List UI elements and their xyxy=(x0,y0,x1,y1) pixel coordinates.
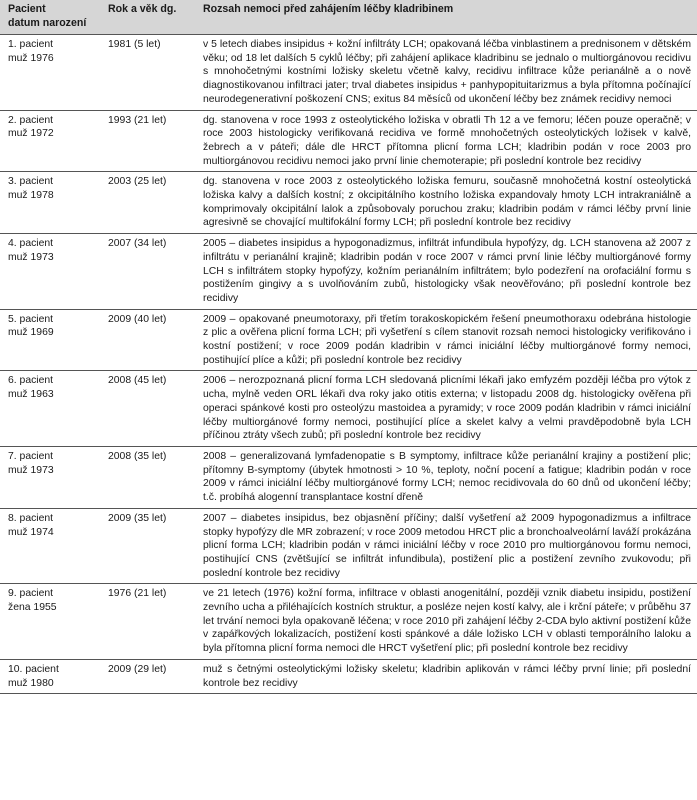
year-age-cell: 2009 (40 let) xyxy=(108,313,167,325)
description-cell: 2008 – generalizovaná lymfadenopatie s B symptomy, infiltrace kůže perianální krajiny a postižení plic; přítomny B-symptomy (úbytek hmotnosti > 10 %, teploty, noční pocení a fatigue; kladribin podán v roce 2009 v rámci iniciální léčby multiorgánové formy LCH; nemoc recidivovala do 60 dnů od ukončení léčby; t.č. probíhá alogenní transplantace kostní dřeně xyxy=(203,450,691,504)
patient-label: 8. pacient xyxy=(8,512,54,524)
patient-label: 1. pacient xyxy=(8,39,54,50)
description-cell: 2006 – nerozpoznaná plicní forma LCH sledovaná plicními lékaři jako emfyzém později léčba pro výtok z ucha, mylně veden ORL lékaři dva roky jako otitis externa; v listopadu 2008 dg. histologicky ověřena při operaci spánkové kosti pro osteolýzu mastoidea a pyramidy; v roce 2009 podán kladribin v rámci iniciální léčby multiorgánové formy nemoci, postihující plíce a skelet kalvy a velmi pravděpodobně byla LCH příčinou ztráty všech zubů; při poslední kontrole bez recidivy xyxy=(203,375,691,442)
patient-cell xyxy=(0,371,100,447)
patient-cell xyxy=(0,35,100,111)
header-patient-line1: Pacient xyxy=(8,3,46,15)
table-row xyxy=(0,659,697,693)
description-cell: 2007 – diabetes insipidus, bez objasnění příčiny; další vyšetření až 2009 hypogonadizmus a infiltrace stopky hypofýzy dle MR zobrazení; v roce 2009 metodou HRCT plic a bronchoalveolární laváží prokázána plicní forma LCH; kladribin podán v rámci iniciální léčby v roce 2010 pro multiorgánovou formu nemoci, postihující CNS (zvětšující se infiltrát infundibula), postižení plic a postižení zevního zvukovodu; při poslední kontrole bez recidivy xyxy=(203,512,691,579)
header-patient xyxy=(0,0,100,35)
description-cell: muž s četnými osteolytickými ložisky skeletu; kladribin aplikován v rámci léčby první linie; při poslední kontrole bez recidivy xyxy=(203,663,691,689)
patient-label: 3. pacient xyxy=(8,176,54,188)
description-cell: 2009 – opakované pneumotoraxy, při třetím torakoskopickém řešení pneumothoraxu odebrána histologie z plic a ověřena plicní forma LCH; při vyšetření s cílem stanovit rozsah nemoci histologicky verifikováno i kostní postižení; v roce 2009 podán kladribin v rámci iniciální léčby multiorgánové formy nemoci, postihující plíce a kůži; při poslední kontrole bez recidivy xyxy=(203,313,691,366)
patient-sex-year: muž 1969 xyxy=(8,327,54,339)
patient-cell xyxy=(0,110,100,172)
patient-label: 5. pacient xyxy=(8,313,54,325)
patient-sex-year: muž 1980 xyxy=(8,677,54,689)
table-row xyxy=(0,172,697,234)
description-cell: dg. stanovena v roce 1993 z osteolytického ložiska v obratli Th 12 a ve femoru; léčen pouze operačně; v roce 2003 histologicky verifikovaná recidiva ve formě mnohočetných osteolytických ložisek v kalvě, žebrech a v páteři; dále dle HRCT přítomna plicní forma LCH; kladribin podán v roce 2003 pro multiorgánovou recidivu nemoci jako první linie chemoterapie; při poslední kontrole bez recidivy xyxy=(203,114,691,167)
table-row xyxy=(0,584,697,660)
description-cell: ve 21 letech (1976) kožní forma, infiltrace v oblasti anogenitální, později vznik diabetu insipidu, postižení zevního ucha a přiléhajících kostních struktur, a posléze nejen kostí kalvy, ale i krční páteře; v průběhu 37 let trvání nemoci byla opakovaně léčena; v roce 2010 při zahájení léčby 2-CDA bylo aktivní postižení kůže v zapářkových lokalizacích, postižení kosti spánkové a dále ložisko LCH v oblasti temporálního laloku a byla přítomna plicní forma nemoci dle HRCT vyšetření plic; při poslední kontrole bez recidivy xyxy=(203,588,691,655)
table-header-row xyxy=(0,0,697,35)
patient-label: 9. pacient xyxy=(8,588,54,600)
patient-label: 7. pacient xyxy=(8,450,54,462)
patient-label: 4. pacient xyxy=(8,238,54,250)
patient-sex-year: muž 1973 xyxy=(8,251,54,263)
patient-cell xyxy=(0,309,100,371)
patient-cell xyxy=(0,508,100,584)
header-extent: Rozsah nemoci před zahájením léčby kladribinem xyxy=(203,3,454,15)
header-patient-line2: datum narození xyxy=(8,16,87,29)
description-cell: 2005 – diabetes insipidus a hypogonadizmus, infiltrát infundibula hypofýzy, dg. LCH stanovena až 2007 z infiltrátu v perianální krajině; kladribin podán v roce 2007 v rámci první linie léčby multiorgánové formy LCH s infiltrátem stopky hypofýzy, kožním perianálním infiltrátem; bylo podezření na orofaciální formu s postižením gingivy a s uvolňováním zubů, histologicky však neověřováno; při poslední kontrole bez recidivy xyxy=(203,238,691,304)
header-year-age: Rok a věk dg. xyxy=(108,3,177,15)
year-age-cell: 1976 (21 let) xyxy=(108,588,167,600)
patient-sex-year: muž 1972 xyxy=(8,128,54,140)
table-row xyxy=(0,371,697,447)
table-row xyxy=(0,309,697,371)
description-cell: v 5 letech diabes insipidus + kožní infiltráty LCH; opakovaná léčba vinblastinem a prednisonem v dětském věku; od 18 let dalších 5 cyklů léčby; při zahájení aplikace kladribinu se jednalo o multiorgánovou recidivu s mnohočetnými kostními ložisky skeletu včetně kalvy, recidivu infiltrace kůže perianálně a o nově diagnostikovanou infiltraci jater; trval diabetes insipidus + panhypopituitarizmus a byla přítomna počínající neurodegenerativní poškození CNS; exitus 84 měsíců od ukončení léčby bez známek recidivy nemoci xyxy=(203,39,691,105)
year-age-cell: 2008 (45 let) xyxy=(108,375,167,387)
table-row xyxy=(0,234,697,310)
patient-cell xyxy=(0,584,100,660)
patient-sex-year: žena 1955 xyxy=(8,602,57,614)
patient-sex-year: muž 1978 xyxy=(8,190,54,202)
patient-cell xyxy=(0,172,100,234)
patient-sex-year: muž 1976 xyxy=(8,52,54,64)
patient-sex-year: muž 1974 xyxy=(8,526,54,538)
description-cell: dg. stanovena v roce 2003 z osteolytického ložiska femuru, současně mnohočetná kostní osteolytická ložiska kalvy a dalších kostní; z okcipitálního kostního ložiska expandovaly hmoty LCH intrakraniálně a komprimovaly okcipitální lalok a způsobovaly poruchou zraku; kladribin podám v rámci léčby první linie agresivně se chovající multifokální formy LCH; při poslední kontrole bez recidivy xyxy=(203,176,691,229)
patient-cell xyxy=(0,446,100,508)
year-age-cell: 1981 (5 let) xyxy=(108,39,161,50)
year-age-cell: 1993 (21 let) xyxy=(108,114,167,126)
year-age-cell: 2009 (29 let) xyxy=(108,663,167,675)
year-age-cell: 2008 (35 let) xyxy=(108,450,167,462)
table-row xyxy=(0,508,697,584)
patient-cell xyxy=(0,234,100,310)
year-age-cell: 2003 (25 let) xyxy=(108,176,167,188)
patient-sex-year: muž 1963 xyxy=(8,389,54,401)
patient-sex-year: muž 1973 xyxy=(8,464,54,476)
year-age-cell: 2007 (34 let) xyxy=(108,238,167,250)
patient-cell xyxy=(0,659,100,693)
year-age-cell: 2009 (35 let) xyxy=(108,512,167,524)
patient-label: 6. pacient xyxy=(8,375,54,387)
patient-label: 2. pacient xyxy=(8,114,54,126)
table-row xyxy=(0,110,697,172)
patient-label: 10. pacient xyxy=(8,663,59,675)
table-row xyxy=(0,446,697,508)
table-row xyxy=(0,35,697,111)
